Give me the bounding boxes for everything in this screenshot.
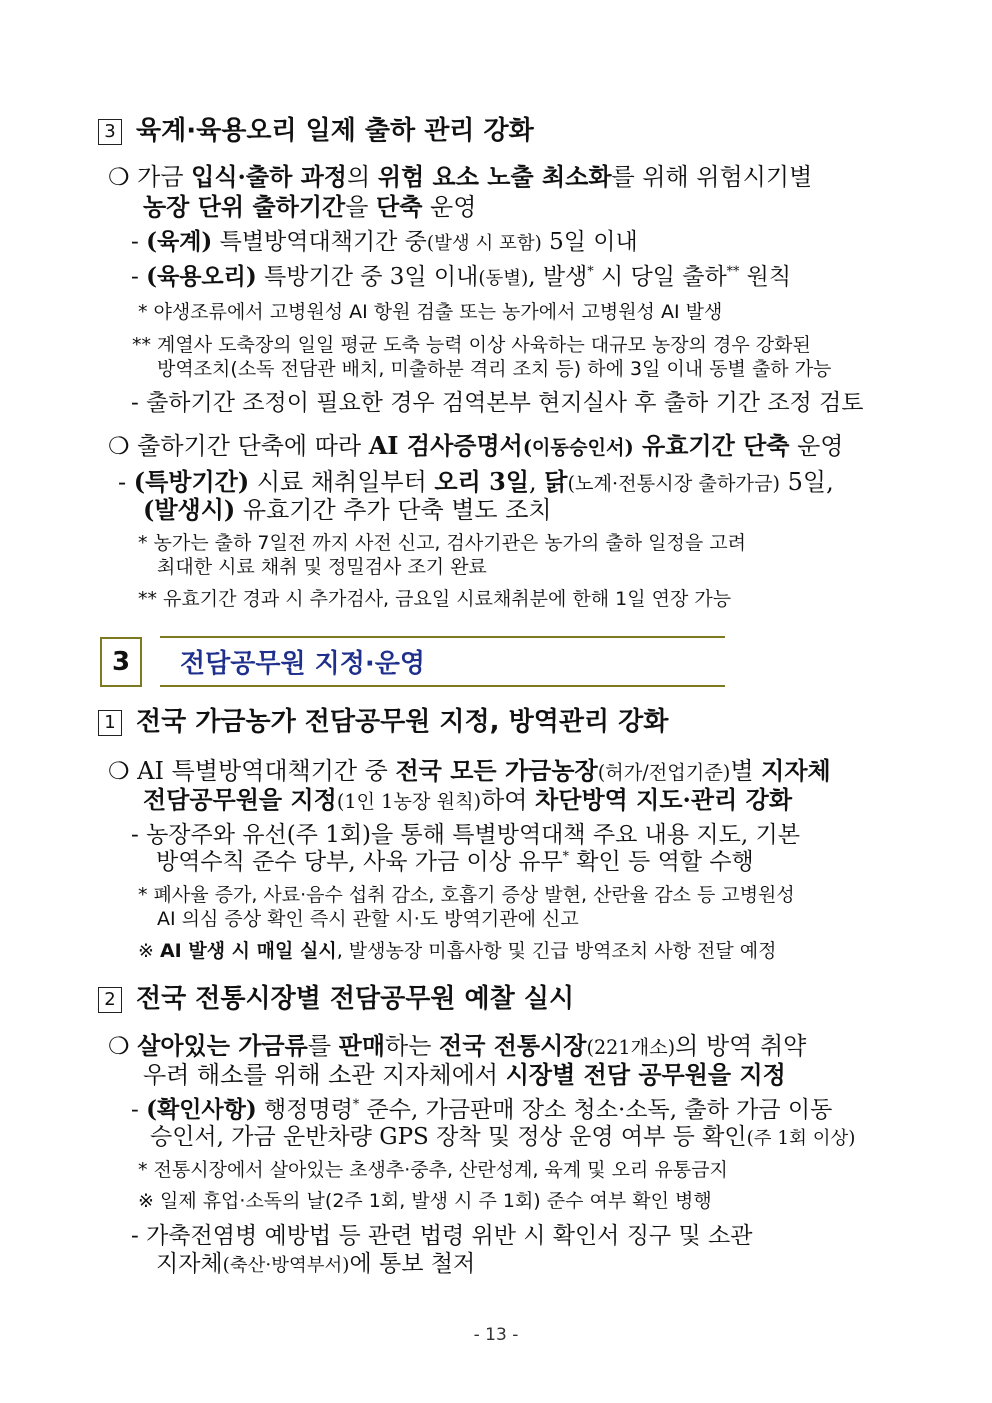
subsection-number-box: 3: [98, 119, 122, 145]
footnote-cont: 방역조치(소독 전담관 배치, 미출하분 격리 조치 등) 하에 3일 이내 동별 출하 가능: [157, 358, 832, 380]
page-number: - 13 -: [473, 1325, 519, 1345]
text: 준수, 가금판매 장소 청소·소독, 출하 가금 이동: [359, 1097, 833, 1123]
emphasis: 입식·출하 과정: [191, 162, 347, 191]
footnote: * 폐사율 증가, 사료·음수 섭취 감소, 호흡기 증상 발현, 산란율 감소 등 고병원성: [138, 884, 795, 906]
text: 원칙: [739, 264, 792, 290]
dash: -: [131, 229, 147, 255]
reference-mark: ※: [138, 940, 160, 962]
emphasis: (확인사항): [146, 1096, 257, 1123]
bullet-paragraph-cont: [143, 1061, 786, 1090]
small-text: (허가/전업기준): [597, 761, 731, 784]
emphasis: 유효기간 단축: [633, 431, 790, 460]
emphasis: AI 검사증명서: [368, 431, 523, 460]
section-title-bar: [160, 636, 725, 687]
dash-item: - 가축전염병 예방법 등 관련 법령 위반 시 확인서 징구 및 소관: [131, 1223, 753, 1249]
text: 지자체: [156, 1251, 223, 1277]
subsection-title: 전국 전통시장별 전담공무원 예찰 실시: [136, 984, 575, 1014]
footnote-mark: *: [352, 1096, 360, 1112]
footnote-cont: 최대한 시료 채취 및 정밀검사 조기 완료: [157, 556, 487, 578]
emphasis: 위험 요소 노출 최소화: [377, 162, 612, 191]
text: , 발생: [528, 264, 588, 290]
text: , 발생농장 미흡사항 및 긴급 방역조치 사항 전달 예정: [336, 940, 777, 962]
text: ❍ AI 특별방역대책기간 중: [108, 757, 396, 785]
small-text: (축산·방역부서): [222, 1255, 350, 1276]
dash-item: [118, 468, 834, 497]
bullet-paragraph: [108, 432, 843, 461]
text: ❍ 출하기간 단축에 따라: [108, 432, 369, 460]
text: 확인 등 역할 수행: [569, 849, 754, 875]
small-text: (221개소): [586, 1036, 676, 1059]
emphasis: 농장 단위 출하기간: [143, 192, 346, 221]
subsection-heading-1: [98, 708, 668, 738]
text: 하여: [481, 786, 536, 814]
text: 행정명령: [256, 1097, 353, 1123]
footnote-cont: AI 의심 증상 확인 즉시 관할 시·도 방역기관에 신고: [157, 908, 579, 930]
footnote: ** 유효기간 경과 시 추가검사, 금요일 시료채취분에 한해 1일 연장 가능: [138, 588, 732, 610]
text: 의: [346, 163, 378, 191]
subsection-heading-2: [98, 985, 574, 1015]
text: 시료 채취일부터: [249, 468, 435, 496]
small-text: (주 1회 이상): [746, 1128, 856, 1149]
emphasis: 살아있는 가금류: [137, 1031, 308, 1060]
subsection-title: 육계·육용오리 일제 출하 관리 강화: [136, 116, 534, 146]
text: 우려 해소를 위해 소관 지자체에서: [143, 1061, 506, 1089]
text: ,: [529, 468, 545, 496]
footnote: * 농가는 출하 7일전 까지 사전 신고, 검사기관은 농가의 출하 일정을 고려: [138, 532, 746, 554]
emphasis: 판매: [338, 1031, 386, 1060]
text: 5일 이내: [541, 229, 638, 255]
bullet-paragraph-cont: [143, 786, 792, 815]
dash-item: - 농장주와 유선(주 1회)을 통해 특별방역대책 주요 내용 지도, 기본: [131, 822, 800, 848]
emphasis: 전담공무원을 지정: [143, 785, 337, 814]
emphasis: 전국 전통시장: [439, 1031, 587, 1060]
subsection-number-box: 1: [98, 710, 122, 736]
bullet-paragraph: [108, 757, 831, 786]
dash-item-cont: [156, 849, 754, 875]
bullet-paragraph-cont: [143, 193, 476, 222]
dash-item: [131, 264, 791, 290]
dash-item: [131, 229, 638, 255]
text: 를: [307, 1032, 339, 1060]
text: 유효기간 추가 단축 별도 조치: [235, 496, 552, 524]
text: 특방기간 중 3일 이내: [256, 264, 479, 290]
emphasis: AI 발생 시 매일 실시: [159, 940, 337, 962]
text: 하는: [385, 1032, 440, 1060]
reference-note: [138, 941, 776, 963]
footnote: * 전통시장에서 살아있는 초생추·중추, 산란성계, 육계 및 오리 유통금지: [138, 1159, 728, 1181]
text: ❍ 가금: [108, 163, 192, 191]
dash-item: - 출하기간 조정이 필요한 경우 검역본부 현지실사 후 출하 기간 조정 검토: [131, 390, 864, 416]
subsection-number-box: 2: [98, 987, 122, 1013]
dash-item-cont: [143, 496, 552, 525]
emphasis: (발생시): [143, 495, 236, 524]
dash: -: [131, 1097, 147, 1123]
emphasis: 닭: [544, 467, 568, 496]
subsection-heading-3: [98, 117, 534, 147]
emphasis: 시장별 전담 공무원을 지정: [505, 1060, 786, 1089]
bullet-paragraph: [108, 1032, 806, 1061]
bullet-paragraph: [108, 163, 812, 192]
footnote-mark: **: [726, 263, 740, 279]
small-text: (발생 시 포함): [426, 233, 542, 254]
emphasis: (육계): [146, 228, 213, 255]
footnote: * 야생조류에서 고병원성 AI 항원 검출 또는 농가에서 고병원성 AI 발생: [138, 301, 723, 323]
dash: -: [131, 264, 147, 290]
text: 5일,: [779, 468, 834, 496]
text: 승인서, 가금 운반차량 GPS 장착 및 정상 운영 여부 등 확인: [150, 1124, 747, 1150]
text: 운영: [422, 193, 477, 221]
small-text: (1인 1농장 원칙): [336, 790, 482, 813]
section-number-box: 3: [100, 637, 142, 687]
section-title: 전담공무원 지정·운영: [180, 649, 425, 679]
small-emphasis: (이동승인서): [522, 436, 634, 459]
emphasis: (육용오리): [146, 263, 257, 290]
text: 시 당일 출하: [593, 264, 727, 290]
footnote: ** 계열사 도축장의 일일 평균 도축 능력 이상 사육하는 대규모 농장의 경우 강화된: [132, 334, 811, 356]
emphasis: 오리 3일: [434, 467, 529, 496]
text: 방역수칙 준수 당부, 사육 가금 이상 유무: [156, 849, 563, 875]
dash-item-cont: [150, 1124, 855, 1150]
text: 별: [730, 757, 762, 785]
footnote-mark: *: [587, 263, 594, 279]
text: 을: [345, 193, 377, 221]
text: ❍: [108, 1032, 138, 1060]
dash-item: [131, 1097, 832, 1123]
text: 특별방역대책기간 중: [212, 229, 427, 255]
reference-note: ※ 일제 휴업·소독의 날(2주 1회, 발생 시 주 1회) 준수 여부 확인 병행: [138, 1190, 712, 1212]
emphasis: 전국 모든 가금농장: [395, 756, 598, 785]
emphasis: (특방기간): [133, 467, 250, 496]
footnote-mark: *: [562, 848, 569, 864]
dash-item-cont: [156, 1251, 475, 1277]
emphasis: 차단방역 지도·관리 강화: [535, 785, 792, 814]
text: 의 방역 취약: [675, 1032, 807, 1060]
text: 운영: [789, 432, 844, 460]
small-text: (동별): [478, 268, 529, 289]
dash: -: [118, 468, 134, 496]
emphasis: 단축: [376, 192, 423, 221]
subsection-title: 전국 가금농가 전담공무원 지정, 방역관리 강화: [136, 707, 669, 737]
text: 를 위해 위험시기별: [611, 163, 813, 191]
text: 에 통보 철저: [349, 1251, 476, 1277]
small-text: (노계·전통시장 출하가금): [567, 472, 780, 495]
emphasis: 지자체: [761, 756, 831, 785]
